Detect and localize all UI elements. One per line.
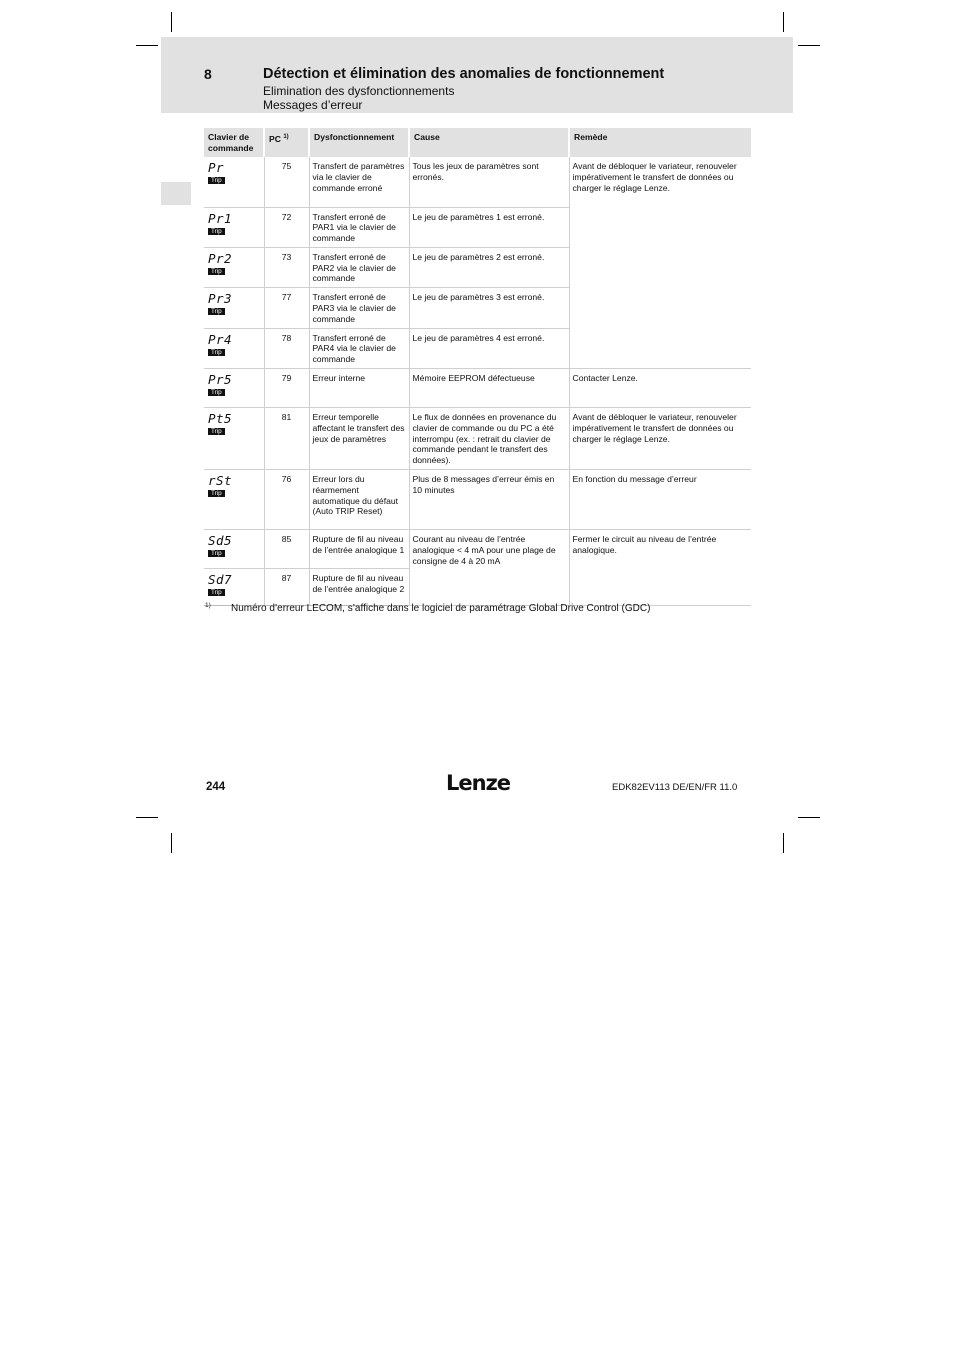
trip-badge: Trip bbox=[208, 177, 225, 184]
trip-badge: Trip bbox=[208, 550, 225, 557]
table-header-row bbox=[204, 128, 751, 157]
cause-text: Le jeu de paramètres 1 est erroné. bbox=[409, 207, 569, 247]
error-messages-table bbox=[204, 128, 751, 606]
pc-number: 72 bbox=[264, 207, 309, 247]
trip-badge: Trip bbox=[208, 308, 225, 315]
error-code-display: Pr1 bbox=[208, 210, 233, 226]
error-code-display: Pr bbox=[208, 160, 225, 175]
remedy-text: Avant de débloquer le variateur, renouveler impérativement le transfert de données ou charger le réglage Lenze. bbox=[569, 408, 751, 470]
trip-badge: Trip bbox=[208, 349, 225, 356]
cause-text: Le jeu de paramètres 4 est erroné. bbox=[409, 328, 569, 368]
table-row bbox=[204, 470, 751, 530]
pc-number: 77 bbox=[264, 288, 309, 328]
section-subtitle: Elimination des dysfonctionnements bbox=[263, 84, 455, 98]
pc-number: 75 bbox=[264, 157, 309, 207]
chapter-title: Détection et élimination des anomalies de fonctionnement bbox=[263, 66, 665, 82]
column-header-malfunction: Dysfonctionnement bbox=[309, 128, 409, 157]
column-header-remedy: Remède bbox=[569, 128, 751, 157]
remedy-text: Contacter Lenze. bbox=[569, 369, 751, 408]
chapter-side-tab bbox=[161, 182, 191, 205]
crop-mark bbox=[171, 12, 172, 32]
crop-mark bbox=[783, 12, 784, 32]
table-row bbox=[204, 157, 751, 207]
malfunction-text: Transfert de paramètres via le clavier de commande erroné bbox=[309, 157, 409, 207]
crop-mark bbox=[798, 45, 820, 46]
column-header-cause: Cause bbox=[409, 128, 569, 157]
error-code-display: rSt bbox=[208, 473, 233, 489]
cause-text: Le jeu de paramètres 2 est erroné. bbox=[409, 247, 569, 287]
trip-badge: Trip bbox=[208, 228, 225, 235]
trip-badge: Trip bbox=[208, 589, 225, 596]
trip-badge: Trip bbox=[208, 428, 225, 435]
remedy-text: Fermer le circuit au niveau de l’entrée analogique. bbox=[569, 530, 751, 606]
malfunction-text: Erreur temporelle affectant le transfert des jeux de paramètres bbox=[309, 408, 409, 470]
error-code-display: Sd7 bbox=[208, 572, 233, 588]
error-code-display: Sd5 bbox=[208, 533, 233, 549]
chapter-number: 8 bbox=[204, 66, 212, 82]
pc-number: 79 bbox=[264, 369, 309, 408]
crop-mark bbox=[798, 817, 820, 818]
trip-badge: Trip bbox=[208, 268, 225, 275]
column-header-pc: PC $^{1)}$ bbox=[264, 128, 309, 157]
error-code-display: Pr5 bbox=[208, 372, 233, 388]
pc-number: 81 bbox=[264, 408, 309, 470]
footnote-text: Numéro d’erreur LECOM, s’affiche dans le logiciel de paramétrage Global Drive Control (GDC) bbox=[231, 603, 651, 614]
error-code-display: Pr3 bbox=[208, 291, 233, 307]
table-row bbox=[204, 408, 751, 470]
pc-number: 87 bbox=[264, 569, 309, 606]
pc-number: 76 bbox=[264, 470, 309, 530]
malfunction-text: Rupture de fil au niveau de l’entrée analogique 2 bbox=[309, 569, 409, 606]
malfunction-text: Transfert erroné de PAR2 via le clavier de commande bbox=[309, 247, 409, 287]
crop-mark bbox=[171, 833, 172, 853]
cause-text: Courant au niveau de l’entrée analogique < 4 mA pour une plage de consigne de 4 à 20 mA bbox=[409, 530, 569, 606]
malfunction-text: Transfert erroné de PAR4 via le clavier de commande bbox=[309, 328, 409, 368]
malfunction-text: Transfert erroné de PAR3 via le clavier de commande bbox=[309, 288, 409, 328]
error-code-display: Pr4 bbox=[208, 331, 233, 347]
pc-number: 78 bbox=[264, 328, 309, 368]
cause-text: Le jeu de paramètres 3 est erroné. bbox=[409, 288, 569, 328]
malfunction-text: Rupture de fil au niveau de l’entrée analogique 1 bbox=[309, 530, 409, 569]
cause-text: Plus de 8 messages d’erreur émis en 10 minutes bbox=[409, 470, 569, 530]
cause-text: Le flux de données en provenance du clavier de commande ou du PC a été interrompu (ex. : retrait du clavier de commande pendant le transfert des données). bbox=[409, 408, 569, 470]
crop-mark bbox=[783, 833, 784, 853]
error-code-display: Pr2 bbox=[208, 250, 233, 266]
lenze-logo: Lenze bbox=[446, 771, 511, 795]
cause-text: Mémoire EEPROM défectueuse bbox=[409, 369, 569, 408]
crop-mark bbox=[136, 817, 158, 818]
table-row bbox=[204, 369, 751, 408]
table-row bbox=[204, 530, 751, 569]
trip-badge: Trip bbox=[208, 389, 225, 396]
malfunction-text: Erreur lors du réarmement automatique du défaut (Auto TRIP Reset) bbox=[309, 470, 409, 530]
remedy-text: Avant de débloquer le variateur, renouveler impérativement le transfert de données ou charger le réglage Lenze. bbox=[569, 157, 751, 369]
crop-mark bbox=[136, 45, 158, 46]
page-number: 244 bbox=[206, 781, 226, 793]
document-code: EDK82EV113 DE/EN/FR 11.0 bbox=[612, 782, 738, 793]
remedy-text: En fonction du message d’erreur bbox=[569, 470, 751, 530]
error-code-display: Pt5 bbox=[208, 411, 233, 427]
trip-badge: Trip bbox=[208, 490, 225, 497]
pc-number: 73 bbox=[264, 247, 309, 287]
footnote-mark: 1) bbox=[205, 602, 211, 609]
column-header-keypad: Clavier de commande bbox=[204, 128, 264, 157]
malfunction-text: Erreur interne bbox=[309, 369, 409, 408]
cause-text: Tous les jeux de paramètres sont erronés. bbox=[409, 157, 569, 207]
subsection-subtitle: Messages d’erreur bbox=[263, 98, 363, 112]
pc-number: 85 bbox=[264, 530, 309, 569]
malfunction-text: Transfert erroné de PAR1 via le clavier de commande bbox=[309, 207, 409, 247]
